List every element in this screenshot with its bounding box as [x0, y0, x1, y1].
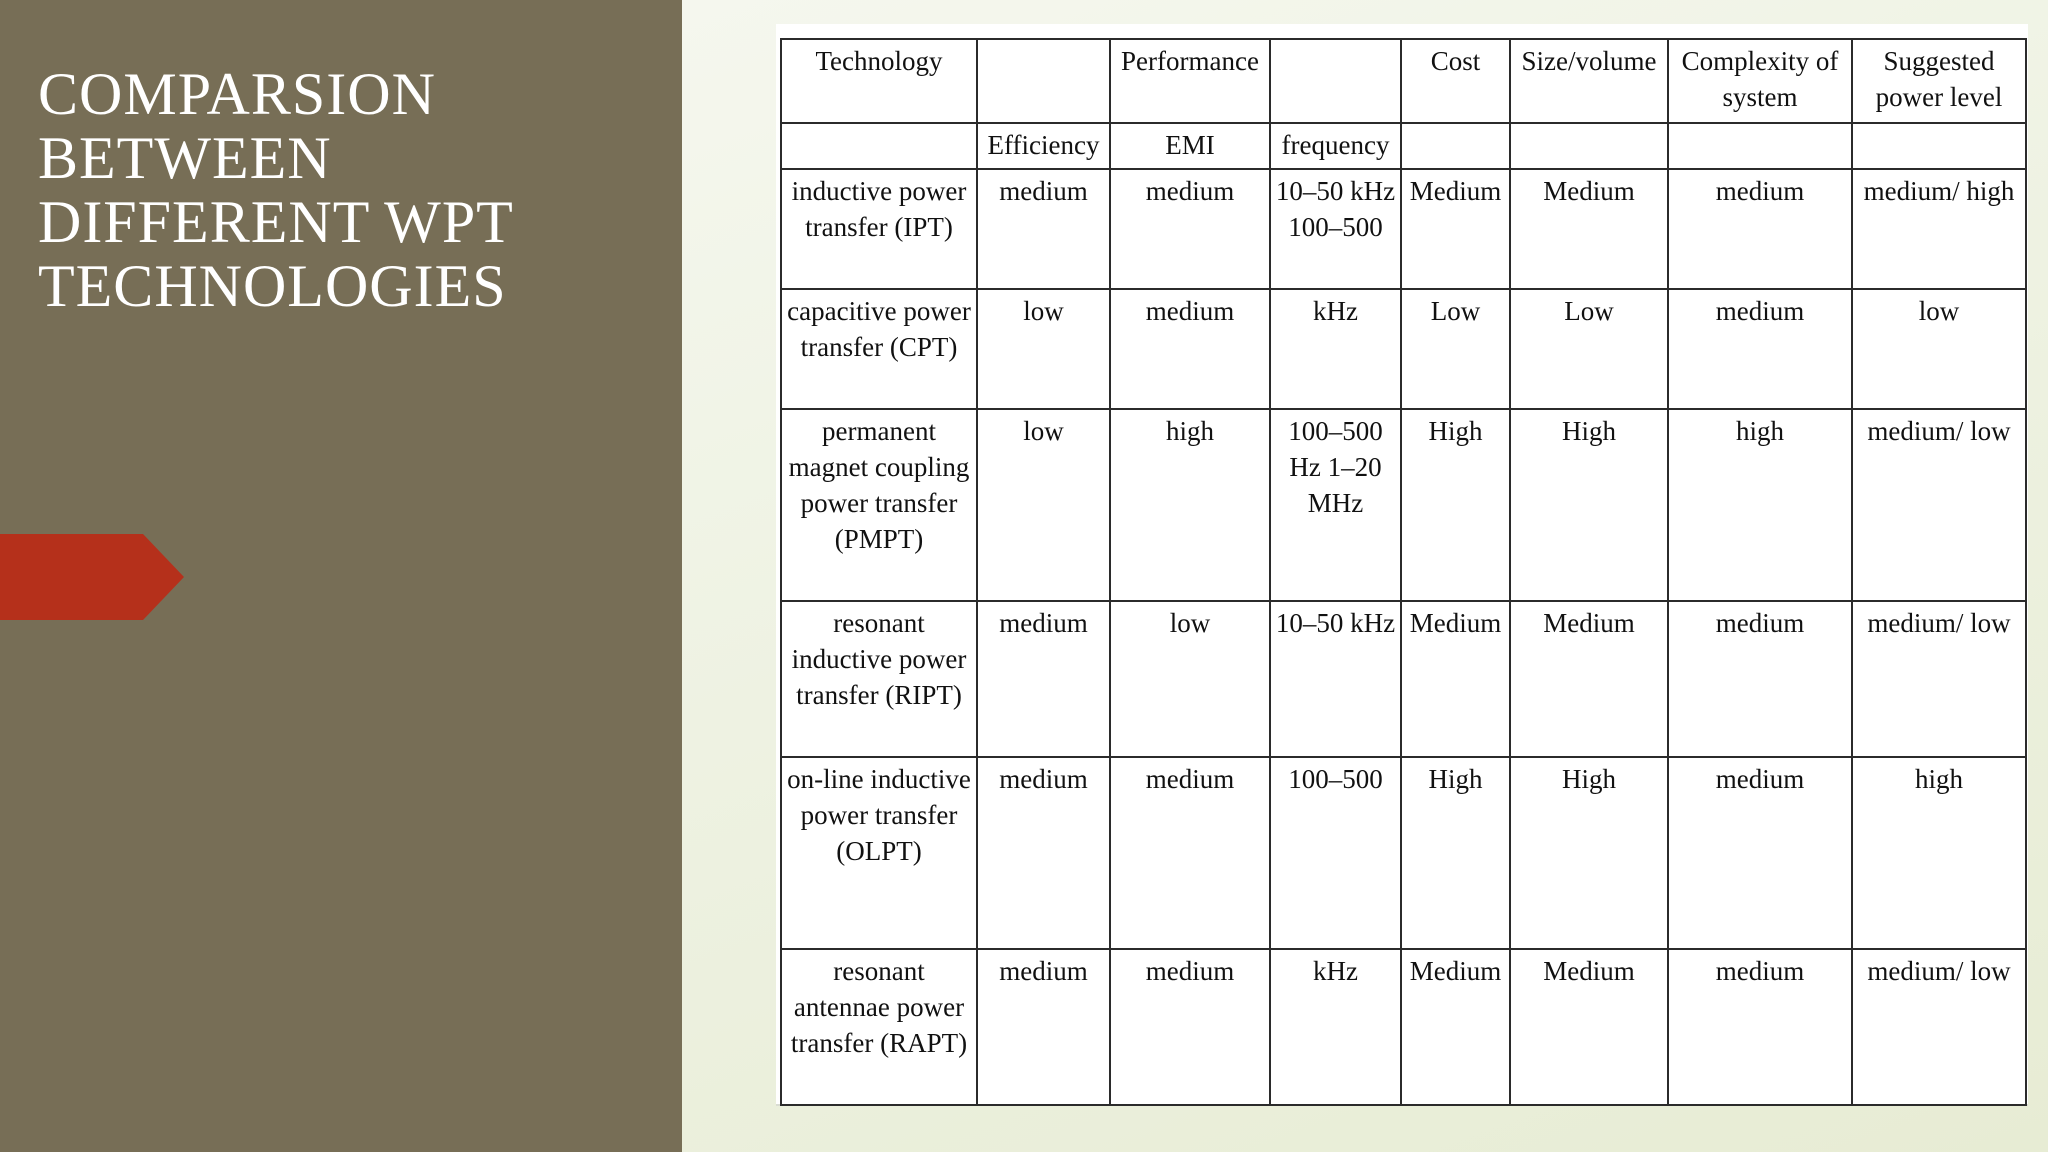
efficiency-cell: medium [977, 601, 1110, 757]
size-cell: Low [1510, 289, 1668, 409]
complexity-cell: medium [1668, 169, 1852, 289]
subheader-cell: Efficiency [977, 123, 1110, 169]
table-row [781, 169, 2026, 289]
title-line: TECHNOLOGIES [38, 253, 507, 319]
size-cell: Medium [1510, 949, 1668, 1105]
size-cell: High [1510, 409, 1668, 601]
size-cell: High [1510, 757, 1668, 949]
power-level-cell: medium/ low [1852, 949, 2026, 1105]
frequency-cell: 10–50 kHz 100–500 [1270, 169, 1401, 289]
title-panel [0, 0, 682, 1152]
size-cell: Medium [1510, 601, 1668, 757]
header-cell [977, 39, 1110, 123]
efficiency-cell: low [977, 409, 1110, 601]
comparison-table [780, 38, 2027, 1106]
technology-cell: permanent magnet coupling power transfer (PMPT) [781, 409, 977, 601]
title-line: BETWEEN [38, 125, 332, 191]
cost-cell: Medium [1401, 949, 1510, 1105]
header-cell: Suggested power level [1852, 39, 2026, 123]
efficiency-cell: medium [977, 757, 1110, 949]
power-level-cell: high [1852, 757, 2026, 949]
emi-cell: medium [1110, 757, 1270, 949]
subheader-cell [1852, 123, 2026, 169]
header-cell: Performance [1110, 39, 1270, 123]
power-level-cell: medium/ high [1852, 169, 2026, 289]
power-level-cell: medium/ low [1852, 409, 2026, 601]
subheader-cell: frequency [1270, 123, 1401, 169]
subheader-row [781, 123, 2026, 169]
emi-cell: medium [1110, 949, 1270, 1105]
table-row [781, 409, 2026, 601]
technology-cell: inductive power transfer (IPT) [781, 169, 977, 289]
comparison-table-card [776, 24, 2028, 1106]
frequency-cell: 100–500 [1270, 757, 1401, 949]
table-row [781, 601, 2026, 757]
complexity-cell: high [1668, 409, 1852, 601]
title-line: COMPARSION [38, 61, 436, 127]
power-level-cell: low [1852, 289, 2026, 409]
cost-cell: High [1401, 757, 1510, 949]
subheader-cell [1510, 123, 1668, 169]
accent-arrow-icon [0, 534, 184, 620]
table-row [781, 949, 2026, 1105]
cost-cell: Low [1401, 289, 1510, 409]
complexity-cell: medium [1668, 757, 1852, 949]
cost-cell: High [1401, 409, 1510, 601]
subheader-cell: EMI [1110, 123, 1270, 169]
frequency-cell: 100–500 Hz 1–20 MHz [1270, 409, 1401, 601]
cost-cell: Medium [1401, 601, 1510, 757]
slide-title [38, 62, 658, 318]
subheader-cell [781, 123, 977, 169]
technology-cell: capacitive power transfer (CPT) [781, 289, 977, 409]
subheader-cell [1668, 123, 1852, 169]
size-cell: Medium [1510, 169, 1668, 289]
efficiency-cell: low [977, 289, 1110, 409]
title-line: DIFFERENT WPT [38, 189, 514, 255]
table-row [781, 289, 2026, 409]
efficiency-cell: medium [977, 169, 1110, 289]
complexity-cell: medium [1668, 601, 1852, 757]
table-row [781, 757, 2026, 949]
frequency-cell: kHz [1270, 949, 1401, 1105]
technology-cell: on-line inductive power transfer (OLPT) [781, 757, 977, 949]
header-cell: Cost [1401, 39, 1510, 123]
header-cell: Technology [781, 39, 977, 123]
frequency-cell: 10–50 kHz [1270, 601, 1401, 757]
header-cell [1270, 39, 1401, 123]
header-cell: Complexity of system [1668, 39, 1852, 123]
emi-cell: high [1110, 409, 1270, 601]
emi-cell: medium [1110, 289, 1270, 409]
cost-cell: Medium [1401, 169, 1510, 289]
emi-cell: low [1110, 601, 1270, 757]
efficiency-cell: medium [977, 949, 1110, 1105]
emi-cell: medium [1110, 169, 1270, 289]
header-row [781, 39, 2026, 123]
technology-cell: resonant antennae power transfer (RAPT) [781, 949, 977, 1105]
frequency-cell: kHz [1270, 289, 1401, 409]
header-cell: Size/volume [1510, 39, 1668, 123]
subheader-cell [1401, 123, 1510, 169]
complexity-cell: medium [1668, 949, 1852, 1105]
power-level-cell: medium/ low [1852, 601, 2026, 757]
complexity-cell: medium [1668, 289, 1852, 409]
technology-cell: resonant inductive power transfer (RIPT) [781, 601, 977, 757]
